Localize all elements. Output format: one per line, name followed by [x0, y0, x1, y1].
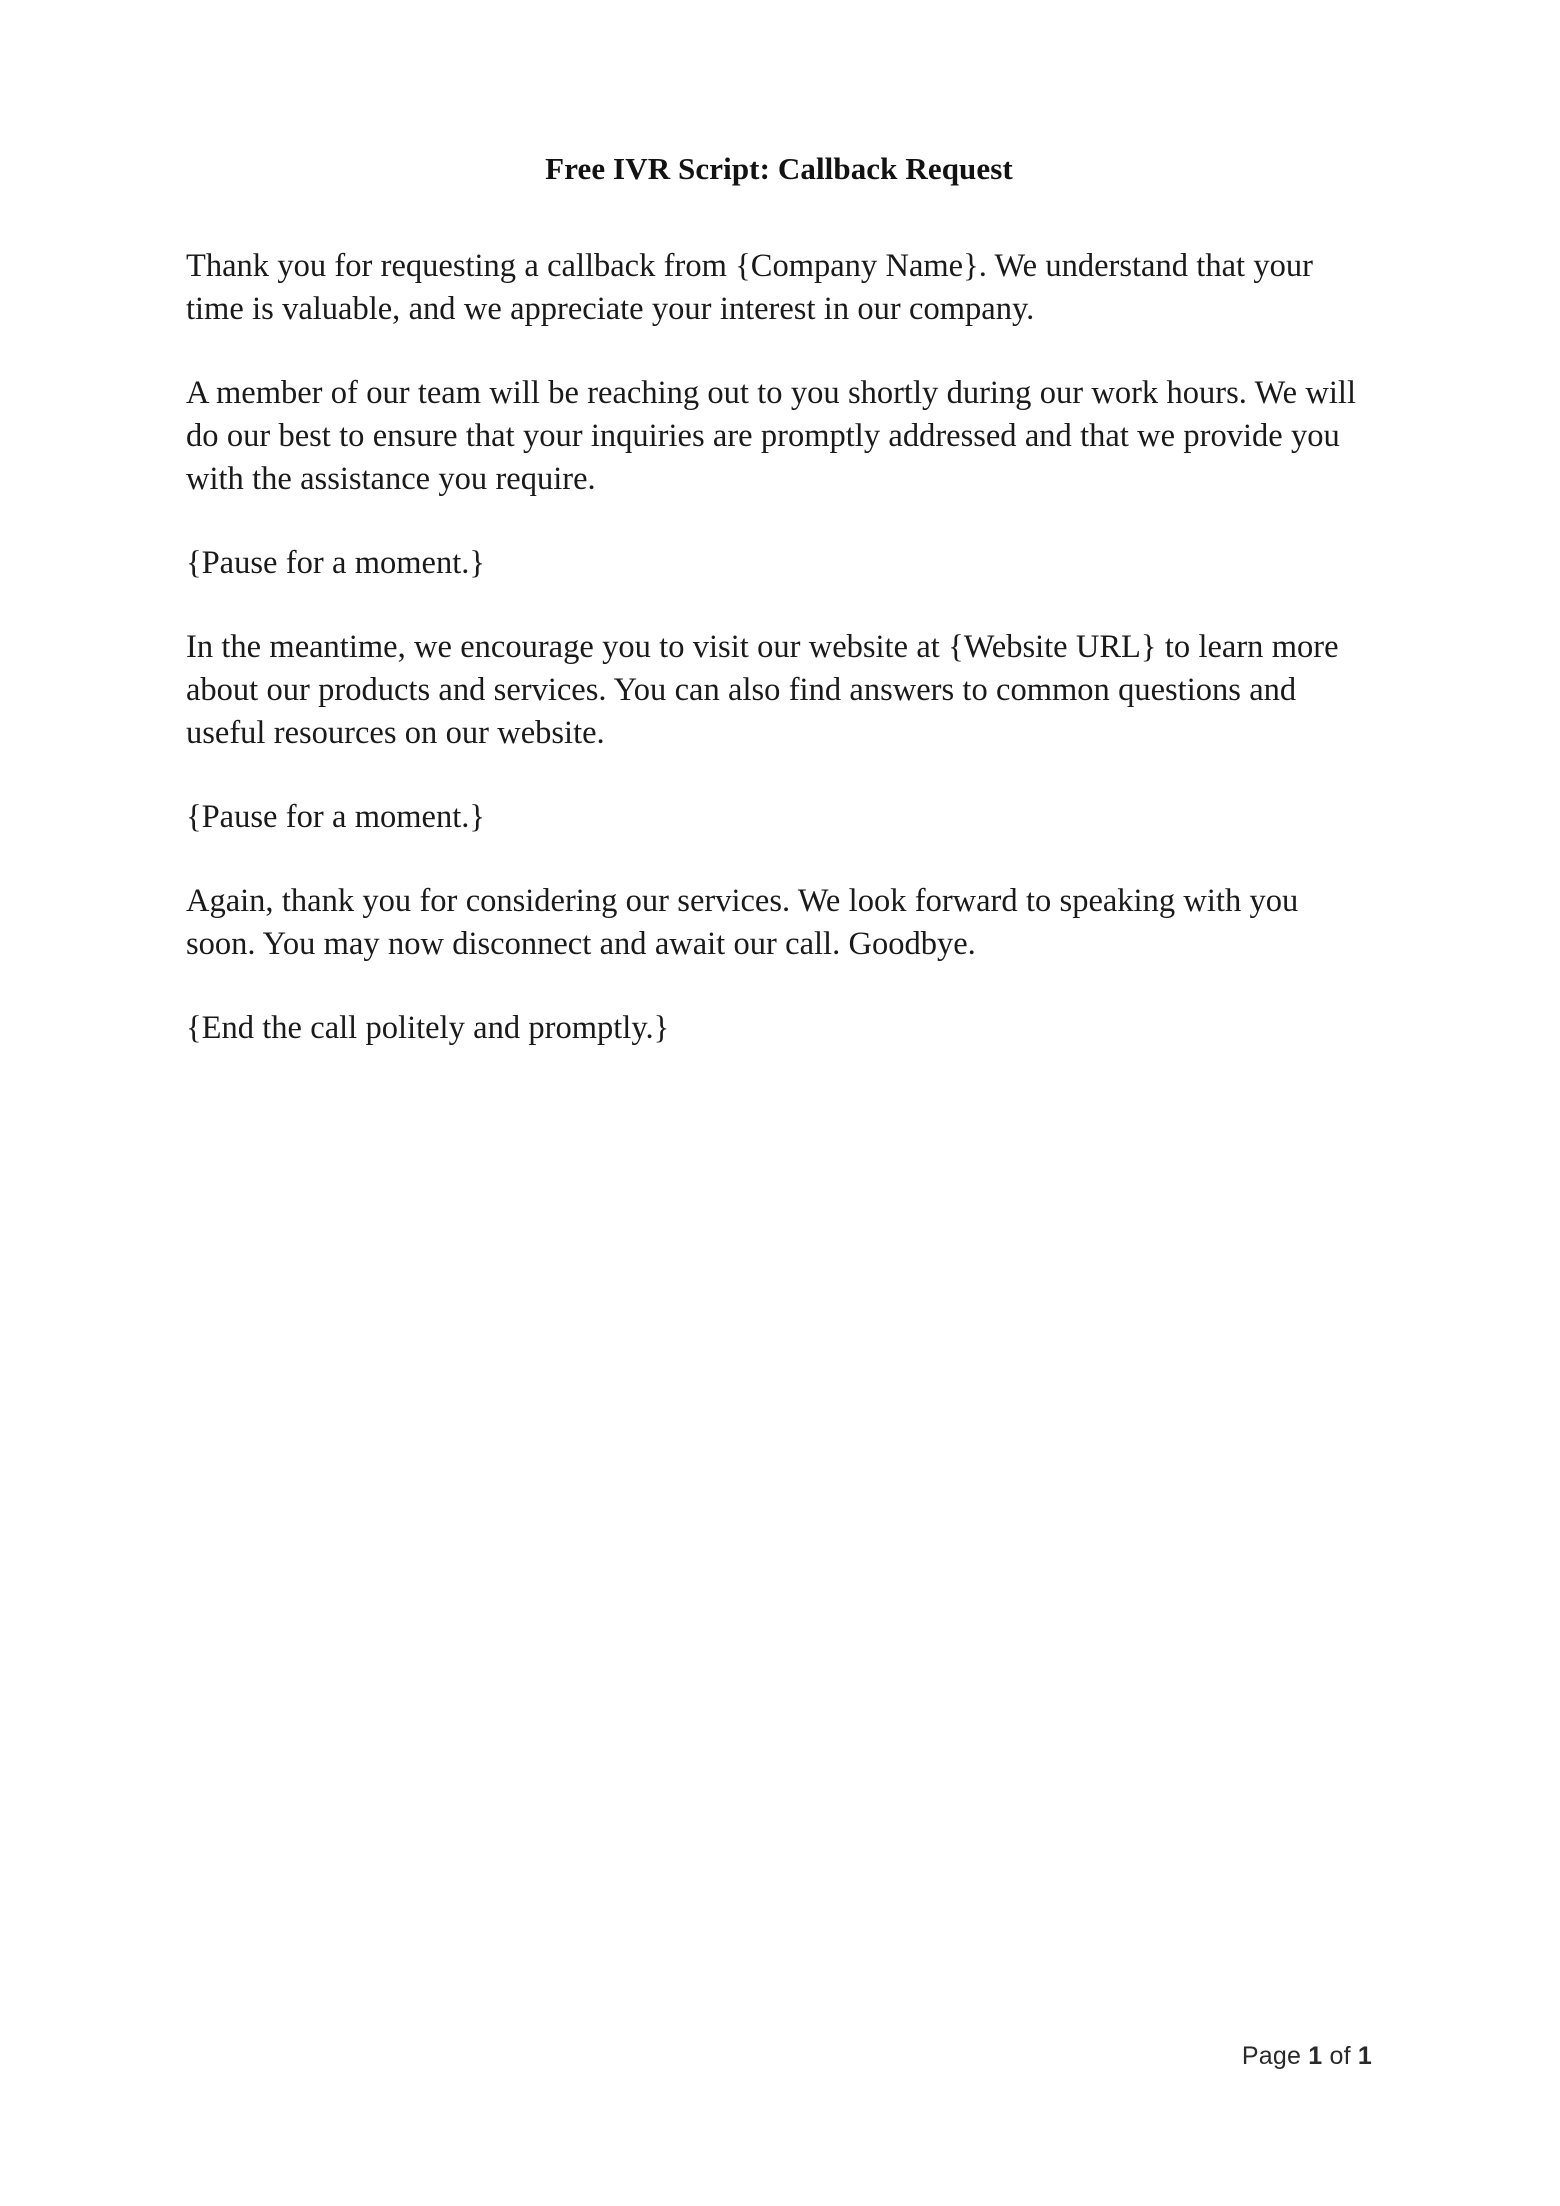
footer-page-label: Page [1241, 2042, 1302, 2070]
stage-direction-pause-first: {Pause for a moment.} [186, 544, 485, 581]
document-body [186, 150, 1372, 1050]
paragraph-greeting: Thank you for requesting a callback from {Company Name}. We understand that your time is valuable, and we appreciate your interest in our company. [186, 247, 1313, 327]
paragraph-website-invitation: In the meantime, we encourage you to visit our website at {Website URL} to learn more about our products and services. You can also find answers to common questions and useful resources on our website. [186, 628, 1339, 751]
footer-current-page: 1 [1308, 2042, 1323, 2070]
page-footer [0, 2042, 1372, 2071]
stage-direction-end-call: {End the call politely and promptly.} [186, 1009, 670, 1046]
page-title: Free IVR Script: Callback Request [545, 151, 1013, 186]
footer-separator: of [1329, 2042, 1351, 2070]
paragraph-closing-thanks: Again, thank you for considering our services. We look forward to speaking with you soon. You may now disconnect and await our call. Goodbye. [186, 882, 1299, 962]
paragraph-team-outreach: A member of our team will be reaching out to you shortly during our work hours. We will do our best to ensure that your inquiries are promptly addressed and that we provide you with the assistance you require. [186, 374, 1356, 497]
footer-total-pages: 1 [1357, 2042, 1372, 2070]
stage-direction-pause-second: {Pause for a moment.} [186, 798, 485, 835]
